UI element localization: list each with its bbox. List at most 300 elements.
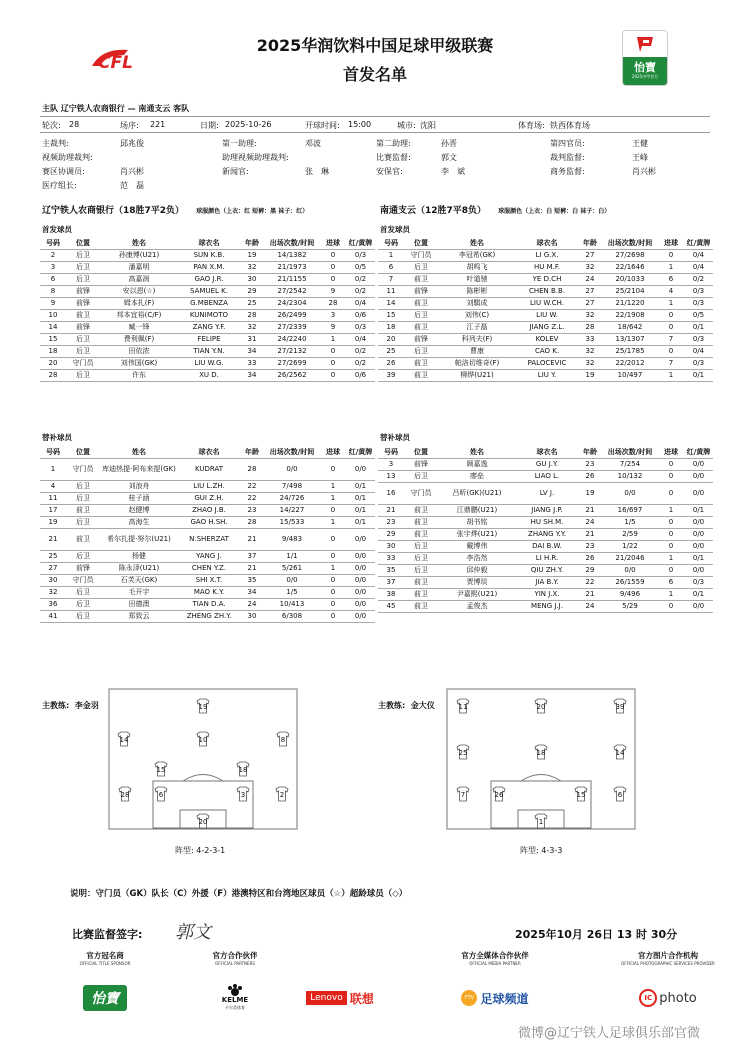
goals: 28 xyxy=(320,297,346,309)
title-sponsor-logo: 怡寶 2025中甲官方 xyxy=(622,30,668,86)
sponsor-category: 官方全媒体合作伙伴 xyxy=(461,951,529,960)
column-header: 进球 xyxy=(664,239,678,248)
player-shirt-icon xyxy=(535,699,547,713)
jersey-name: LIU W.CH. xyxy=(516,297,578,309)
official-name: 肖兴彬 xyxy=(120,167,144,176)
shirt-number: 32 xyxy=(40,586,66,598)
appearances: 21/1155 xyxy=(264,273,320,285)
cards: 0/0 xyxy=(346,562,375,574)
kelme-logo-text: KELME xyxy=(221,996,249,1004)
shirt-number: 11 xyxy=(378,285,404,297)
cards: 0/3 xyxy=(346,321,375,333)
jersey-name: KOLEV xyxy=(516,333,578,345)
goals: 0 xyxy=(658,309,684,321)
player-name: 科列夫(F) xyxy=(438,333,516,345)
away-coach: 主教练: 金大仪 xyxy=(378,701,435,710)
shirt-number: 41 xyxy=(40,610,66,622)
legend-note: 说明：守门员（GK）队长（C）外援（F）港澳特区和台湾地区球员（☆）超龄球员（◇） xyxy=(70,889,408,899)
shirt-number: 9 xyxy=(40,297,66,309)
age: 28 xyxy=(578,321,602,333)
shirt-number: 33 xyxy=(378,552,404,564)
player-name: 邱仲毅 xyxy=(438,564,516,576)
column-header: 姓名 xyxy=(132,239,146,248)
appearances: 25/2104 xyxy=(602,285,658,297)
official-role: 赛区协调员: xyxy=(42,167,85,176)
goals: 0 xyxy=(658,600,684,612)
player-name: 刘伟国(GK) xyxy=(100,357,178,369)
sponsor-logo xyxy=(618,985,718,1011)
sponsor-category-en: OFFICIAL PHOTOGRAPHIC SERVICES PROVIDER xyxy=(621,961,715,966)
jersey-name: JIANG J.P. xyxy=(516,504,578,516)
cards: 0/1 xyxy=(684,504,713,516)
appearances: 0/0 xyxy=(602,482,658,504)
position: 前卫 xyxy=(66,504,100,516)
player-shirt-icon xyxy=(535,745,547,759)
position: 守门员 xyxy=(404,249,438,261)
player-row xyxy=(378,345,713,357)
position: 前锋 xyxy=(66,321,100,333)
player-row xyxy=(378,321,713,333)
appearances: 27/2132 xyxy=(264,345,320,357)
shirt-number: 29 xyxy=(378,528,404,540)
sponsor-logo xyxy=(55,985,155,1011)
goals: 0 xyxy=(658,321,684,333)
sponsor-category: 官方图片合作机构 xyxy=(638,951,698,960)
age: 24 xyxy=(578,516,602,528)
player-name: 吕昕(GK)(U21) xyxy=(438,482,516,504)
goals: 0 xyxy=(658,540,684,552)
player-row xyxy=(40,297,375,309)
player-row xyxy=(40,610,375,622)
goals: 0 xyxy=(320,249,346,261)
position: 后卫 xyxy=(66,598,100,610)
cards: 0/0 xyxy=(684,528,713,540)
jersey-name: SHI X.T. xyxy=(178,574,240,586)
official-role: 新闻官: xyxy=(222,167,249,176)
player-number: 14 xyxy=(119,736,129,744)
goals: 1 xyxy=(320,492,346,504)
age: 25 xyxy=(240,297,264,309)
jersey-name: JIANG Z.L. xyxy=(516,321,578,333)
cards: 0/2 xyxy=(346,273,375,285)
player-name: 顾嘉逸 xyxy=(438,458,516,470)
player-number: 6 xyxy=(158,791,164,799)
cards: 0/0 xyxy=(684,600,713,612)
player-name: 高海生 xyxy=(100,516,178,528)
official-name: 李 斌 xyxy=(441,167,465,176)
cards: 0/0 xyxy=(684,540,713,552)
column-header: 出场次数/时间 xyxy=(607,448,653,457)
cards: 0/0 xyxy=(684,458,713,470)
player-name: 石芙天(GK) xyxy=(100,574,178,586)
player-row xyxy=(40,504,375,516)
jersey-name: KUNIMOTO xyxy=(178,309,240,321)
goals: 1 xyxy=(658,552,684,564)
player-name: 李冠希(GK) xyxy=(438,249,516,261)
shirt-number: 15 xyxy=(378,309,404,321)
cards: 0/1 xyxy=(346,480,375,492)
age: 23 xyxy=(578,458,602,470)
jersey-name: TIAN D.A. xyxy=(178,598,240,610)
jersey-name: SUN K.B. xyxy=(178,249,240,261)
column-header: 号码 xyxy=(384,448,398,457)
age: 28 xyxy=(240,309,264,321)
player-name: 江子磊 xyxy=(438,321,516,333)
goals: 0 xyxy=(320,550,346,562)
shirt-number: 30 xyxy=(378,540,404,552)
player-number: 15 xyxy=(576,791,586,799)
official-role: 第二助理: xyxy=(376,139,411,148)
player-row xyxy=(378,369,713,381)
position: 前卫 xyxy=(404,369,438,381)
away-formation: 阵型: 4-3-3 xyxy=(520,846,563,855)
player-row xyxy=(378,552,713,564)
position: 前卫 xyxy=(404,297,438,309)
position: 后卫 xyxy=(404,564,438,576)
cards: 0/3 xyxy=(684,357,713,369)
jersey-name: MENG J.J. xyxy=(516,600,578,612)
jersey-name: DAI B.W. xyxy=(516,540,578,552)
player-row xyxy=(40,345,375,357)
shirt-number: 7 xyxy=(378,273,404,285)
age: 37 xyxy=(240,550,264,562)
appearances: 16/697 xyxy=(602,504,658,516)
shirt-number: 21 xyxy=(378,504,404,516)
appearances: 0/0 xyxy=(264,458,320,480)
date-label: 日期: xyxy=(200,121,219,130)
kickoff-label: 开球时间: xyxy=(305,121,340,130)
cards: 0/1 xyxy=(346,504,375,516)
official-name: 郭文 xyxy=(441,153,457,162)
position: 后卫 xyxy=(66,550,100,562)
player-number: 20 xyxy=(536,703,546,711)
position: 后卫 xyxy=(66,586,100,598)
age: 30 xyxy=(240,610,264,622)
shirt-number: 21 xyxy=(40,528,66,550)
football-channel-logo: 足球频道 xyxy=(480,991,529,1006)
appearances: 22/1646 xyxy=(602,261,658,273)
player-row xyxy=(40,285,375,297)
yibao-logo-text: 怡寶 xyxy=(83,985,127,1011)
goals: 0 xyxy=(320,345,346,357)
age: 28 xyxy=(240,458,264,480)
appearances: 7/498 xyxy=(264,480,320,492)
age: 32 xyxy=(578,357,602,369)
jersey-name: KUDRAT xyxy=(178,458,240,480)
appearances: 10/497 xyxy=(602,369,658,381)
player-name: 安以恩(☆) xyxy=(100,285,178,297)
jersey-name: QIU ZH.Y. xyxy=(516,564,578,576)
shirt-number: 20 xyxy=(378,333,404,345)
cards: 0/1 xyxy=(684,369,713,381)
cards: 0/1 xyxy=(346,492,375,504)
player-row xyxy=(378,528,713,540)
shirt-number: 18 xyxy=(40,345,66,357)
sponsor-category: 官方冠名商 xyxy=(86,951,124,960)
field-label: 场序: xyxy=(120,121,139,130)
age: 19 xyxy=(578,482,602,504)
player-row xyxy=(378,273,713,285)
jersey-name: XU D. xyxy=(178,369,240,381)
age: 26 xyxy=(578,552,602,564)
age: 34 xyxy=(240,586,264,598)
goals: 0 xyxy=(658,564,684,576)
age: 27 xyxy=(578,297,602,309)
player-name: 贾博琰 xyxy=(438,576,516,588)
ic-logo-icon: IC xyxy=(639,989,657,1007)
player-row xyxy=(40,309,375,321)
player-name: 许东 xyxy=(100,369,178,381)
goals: 0 xyxy=(658,345,684,357)
player-row xyxy=(40,586,375,598)
official-name: 张 琳 xyxy=(305,167,329,176)
position: 守门员 xyxy=(66,458,100,480)
appearances: 0/0 xyxy=(602,564,658,576)
appearances: 14/1382 xyxy=(264,249,320,261)
goals: 0 xyxy=(320,574,346,586)
shirt-number: 17 xyxy=(40,504,66,516)
position: 前卫 xyxy=(404,528,438,540)
cards: 0/2 xyxy=(684,273,713,285)
cards: 0/0 xyxy=(346,550,375,562)
appearances: 0/0 xyxy=(264,574,320,586)
player-shirt-icon xyxy=(119,787,131,801)
position: 前卫 xyxy=(404,576,438,588)
jersey-name: JIA B.Y. xyxy=(516,576,578,588)
player-shirt-icon xyxy=(614,699,626,713)
appearances: 27/2542 xyxy=(264,285,320,297)
age: 22 xyxy=(578,576,602,588)
player-row xyxy=(378,564,713,576)
position: 前卫 xyxy=(66,309,100,321)
position: 前锋 xyxy=(66,285,100,297)
age: 35 xyxy=(240,574,264,586)
goals: 0 xyxy=(320,610,346,622)
goals: 1 xyxy=(658,588,684,600)
jersey-name: CAO K. xyxy=(516,345,578,357)
goals: 1 xyxy=(320,333,346,345)
goals: 0 xyxy=(320,586,346,598)
age: 19 xyxy=(240,249,264,261)
appearances: 1/5 xyxy=(602,516,658,528)
position: 后卫 xyxy=(66,333,100,345)
player-shirt-icon xyxy=(457,699,469,713)
cards: 0/0 xyxy=(346,528,375,550)
age: 27 xyxy=(578,285,602,297)
column-header: 年龄 xyxy=(583,448,597,457)
position: 前卫 xyxy=(404,600,438,612)
shirt-number: 14 xyxy=(378,297,404,309)
jersey-name: SAMUEL K. xyxy=(178,285,240,297)
age: 32 xyxy=(578,345,602,357)
age: 32 xyxy=(240,321,264,333)
shirt-number: 25 xyxy=(378,345,404,357)
away-formation-pitch xyxy=(446,688,636,830)
goals: 6 xyxy=(658,273,684,285)
appearances: 21/2046 xyxy=(602,552,658,564)
appearances: 24/2304 xyxy=(264,297,320,309)
player-row xyxy=(40,492,375,504)
cards: 0/6 xyxy=(346,369,375,381)
player-row xyxy=(40,458,375,480)
appearances: 18/642 xyxy=(602,321,658,333)
player-number: 25 xyxy=(458,749,468,757)
player-row xyxy=(40,369,375,381)
age: 22 xyxy=(240,480,264,492)
lenovo-logo-cn: 联想 xyxy=(349,991,374,1006)
position: 前卫 xyxy=(66,528,100,550)
shirt-number: 15 xyxy=(40,333,66,345)
svg-text:CFL: CFL xyxy=(98,53,133,72)
shirt-number: 1 xyxy=(40,458,66,480)
column-header: 位置 xyxy=(414,448,428,457)
position: 后卫 xyxy=(66,261,100,273)
cards: 0/4 xyxy=(684,249,713,261)
appearances: 24/726 xyxy=(264,492,320,504)
cards: 0/0 xyxy=(346,574,375,586)
age: 29 xyxy=(578,564,602,576)
watermark: 微博@辽宁铁人足球俱乐部官微 xyxy=(518,1026,701,1041)
player-number: 39 xyxy=(615,703,625,711)
goals: 0 xyxy=(320,504,346,516)
player-number: 6 xyxy=(617,791,623,799)
player-name: 戴博伟 xyxy=(438,540,516,552)
position: 前卫 xyxy=(404,357,438,369)
jersey-name: LV J. xyxy=(516,482,578,504)
player-name: 张宇烨(U21) xyxy=(438,528,516,540)
shirt-number: 23 xyxy=(378,516,404,528)
player-name: 江鼎鹏(U21) xyxy=(438,504,516,516)
position: 守门员 xyxy=(66,357,100,369)
position: 后卫 xyxy=(404,552,438,564)
appearances: 6/308 xyxy=(264,610,320,622)
appearances: 10/413 xyxy=(264,598,320,610)
player-shirt-icon xyxy=(155,762,167,776)
jersey-name: YANG J. xyxy=(178,550,240,562)
cards: 0/1 xyxy=(684,588,713,600)
sheet-title: 首发名单 xyxy=(342,65,407,84)
age: 29 xyxy=(240,285,264,297)
player-row xyxy=(378,600,713,612)
player-name: 叶道驰 xyxy=(438,273,516,285)
player-number: 28 xyxy=(120,791,130,799)
shirt-number: 27 xyxy=(40,562,66,574)
column-header: 红/黄牌 xyxy=(686,239,711,248)
age: 32 xyxy=(578,261,602,273)
shirt-number: 37 xyxy=(378,576,404,588)
shirt-number: 26 xyxy=(378,357,404,369)
age: 19 xyxy=(578,369,602,381)
player-row xyxy=(378,249,713,261)
age: 23 xyxy=(578,540,602,552)
goals: 7 xyxy=(658,357,684,369)
column-header: 号码 xyxy=(384,239,398,248)
column-header: 出场次数/时间 xyxy=(607,239,653,248)
jersey-name: ZANG Y.F. xyxy=(178,321,240,333)
date-value: 2025-10-26 xyxy=(225,120,272,129)
player-name: 帕洛切维奇(F) xyxy=(438,357,516,369)
player-name: 尹嘉熙(U21) xyxy=(438,588,516,600)
player-number: 1 xyxy=(538,818,544,826)
position: 前锋 xyxy=(66,297,100,309)
shirt-number: 8 xyxy=(40,285,66,297)
jersey-name: LI G.X. xyxy=(516,249,578,261)
goals: 0 xyxy=(658,470,684,482)
official-name: 肖兴彬 xyxy=(632,167,656,176)
column-header: 号码 xyxy=(46,448,60,457)
position: 后卫 xyxy=(66,273,100,285)
goals: 0 xyxy=(320,598,346,610)
player-number: 18 xyxy=(536,749,546,757)
age: 28 xyxy=(240,516,264,528)
jersey-name: GAO H.SH. xyxy=(178,516,240,528)
jersey-name: ZHAO J.B. xyxy=(178,504,240,516)
position: 前卫 xyxy=(404,273,438,285)
cards: 0/1 xyxy=(346,516,375,528)
cards: 0/3 xyxy=(684,285,713,297)
player-row xyxy=(40,574,375,586)
age: 22 xyxy=(240,492,264,504)
appearances: 22/2012 xyxy=(602,357,658,369)
player-shirt-icon xyxy=(614,745,626,759)
jersey-name: FELIPE xyxy=(178,333,240,345)
player-name: 毛开宇 xyxy=(100,586,178,598)
player-name: 田德澳 xyxy=(100,598,178,610)
column-header: 红/黄牌 xyxy=(348,448,373,457)
shirt-number: 3 xyxy=(40,261,66,273)
goals: 0 xyxy=(320,261,346,273)
jersey-name: LIU L.ZH. xyxy=(178,480,240,492)
cards: 0/2 xyxy=(346,285,375,297)
player-shirt-icon xyxy=(493,787,505,801)
goals: 4 xyxy=(658,285,684,297)
column-header: 进球 xyxy=(326,239,340,248)
column-header: 年龄 xyxy=(583,239,597,248)
shirt-number: 30 xyxy=(40,574,66,586)
goals: 7 xyxy=(658,333,684,345)
round-label: 轮次: xyxy=(42,121,61,130)
shirt-number: 6 xyxy=(40,273,66,285)
appearances: 9/483 xyxy=(264,528,320,550)
stadium-value: 铁西体育场 xyxy=(550,121,590,130)
player-shirt-icon xyxy=(197,732,209,746)
official-name: 邱兆俊 xyxy=(120,139,144,148)
player-row xyxy=(40,357,375,369)
player-shirt-icon xyxy=(197,699,209,713)
position: 守门员 xyxy=(404,482,438,504)
jersey-name: G.MBENZA xyxy=(178,297,240,309)
home-subs-label: 替补球员 xyxy=(42,433,72,442)
column-header: 号码 xyxy=(46,239,60,248)
cards: 0/0 xyxy=(684,482,713,504)
player-name: 费利佩(F) xyxy=(100,333,178,345)
jersey-name: YE D.CH xyxy=(516,273,578,285)
sponsor-logo xyxy=(290,985,390,1011)
appearances: 21/1973 xyxy=(264,261,320,273)
cards: 0/3 xyxy=(684,333,713,345)
shirt-number: 10 xyxy=(40,309,66,321)
age: 34 xyxy=(240,345,264,357)
player-row xyxy=(378,285,713,297)
official-role: 商务监督: xyxy=(550,167,585,176)
player-name: 陈彬彬 xyxy=(438,285,516,297)
column-header: 球衣名 xyxy=(198,448,220,457)
appearances: 1/22 xyxy=(602,540,658,552)
player-number: 26 xyxy=(494,791,504,799)
column-header: 红/黄牌 xyxy=(686,448,711,457)
player-number: 8 xyxy=(280,736,286,744)
player-shirt-icon xyxy=(575,787,587,801)
